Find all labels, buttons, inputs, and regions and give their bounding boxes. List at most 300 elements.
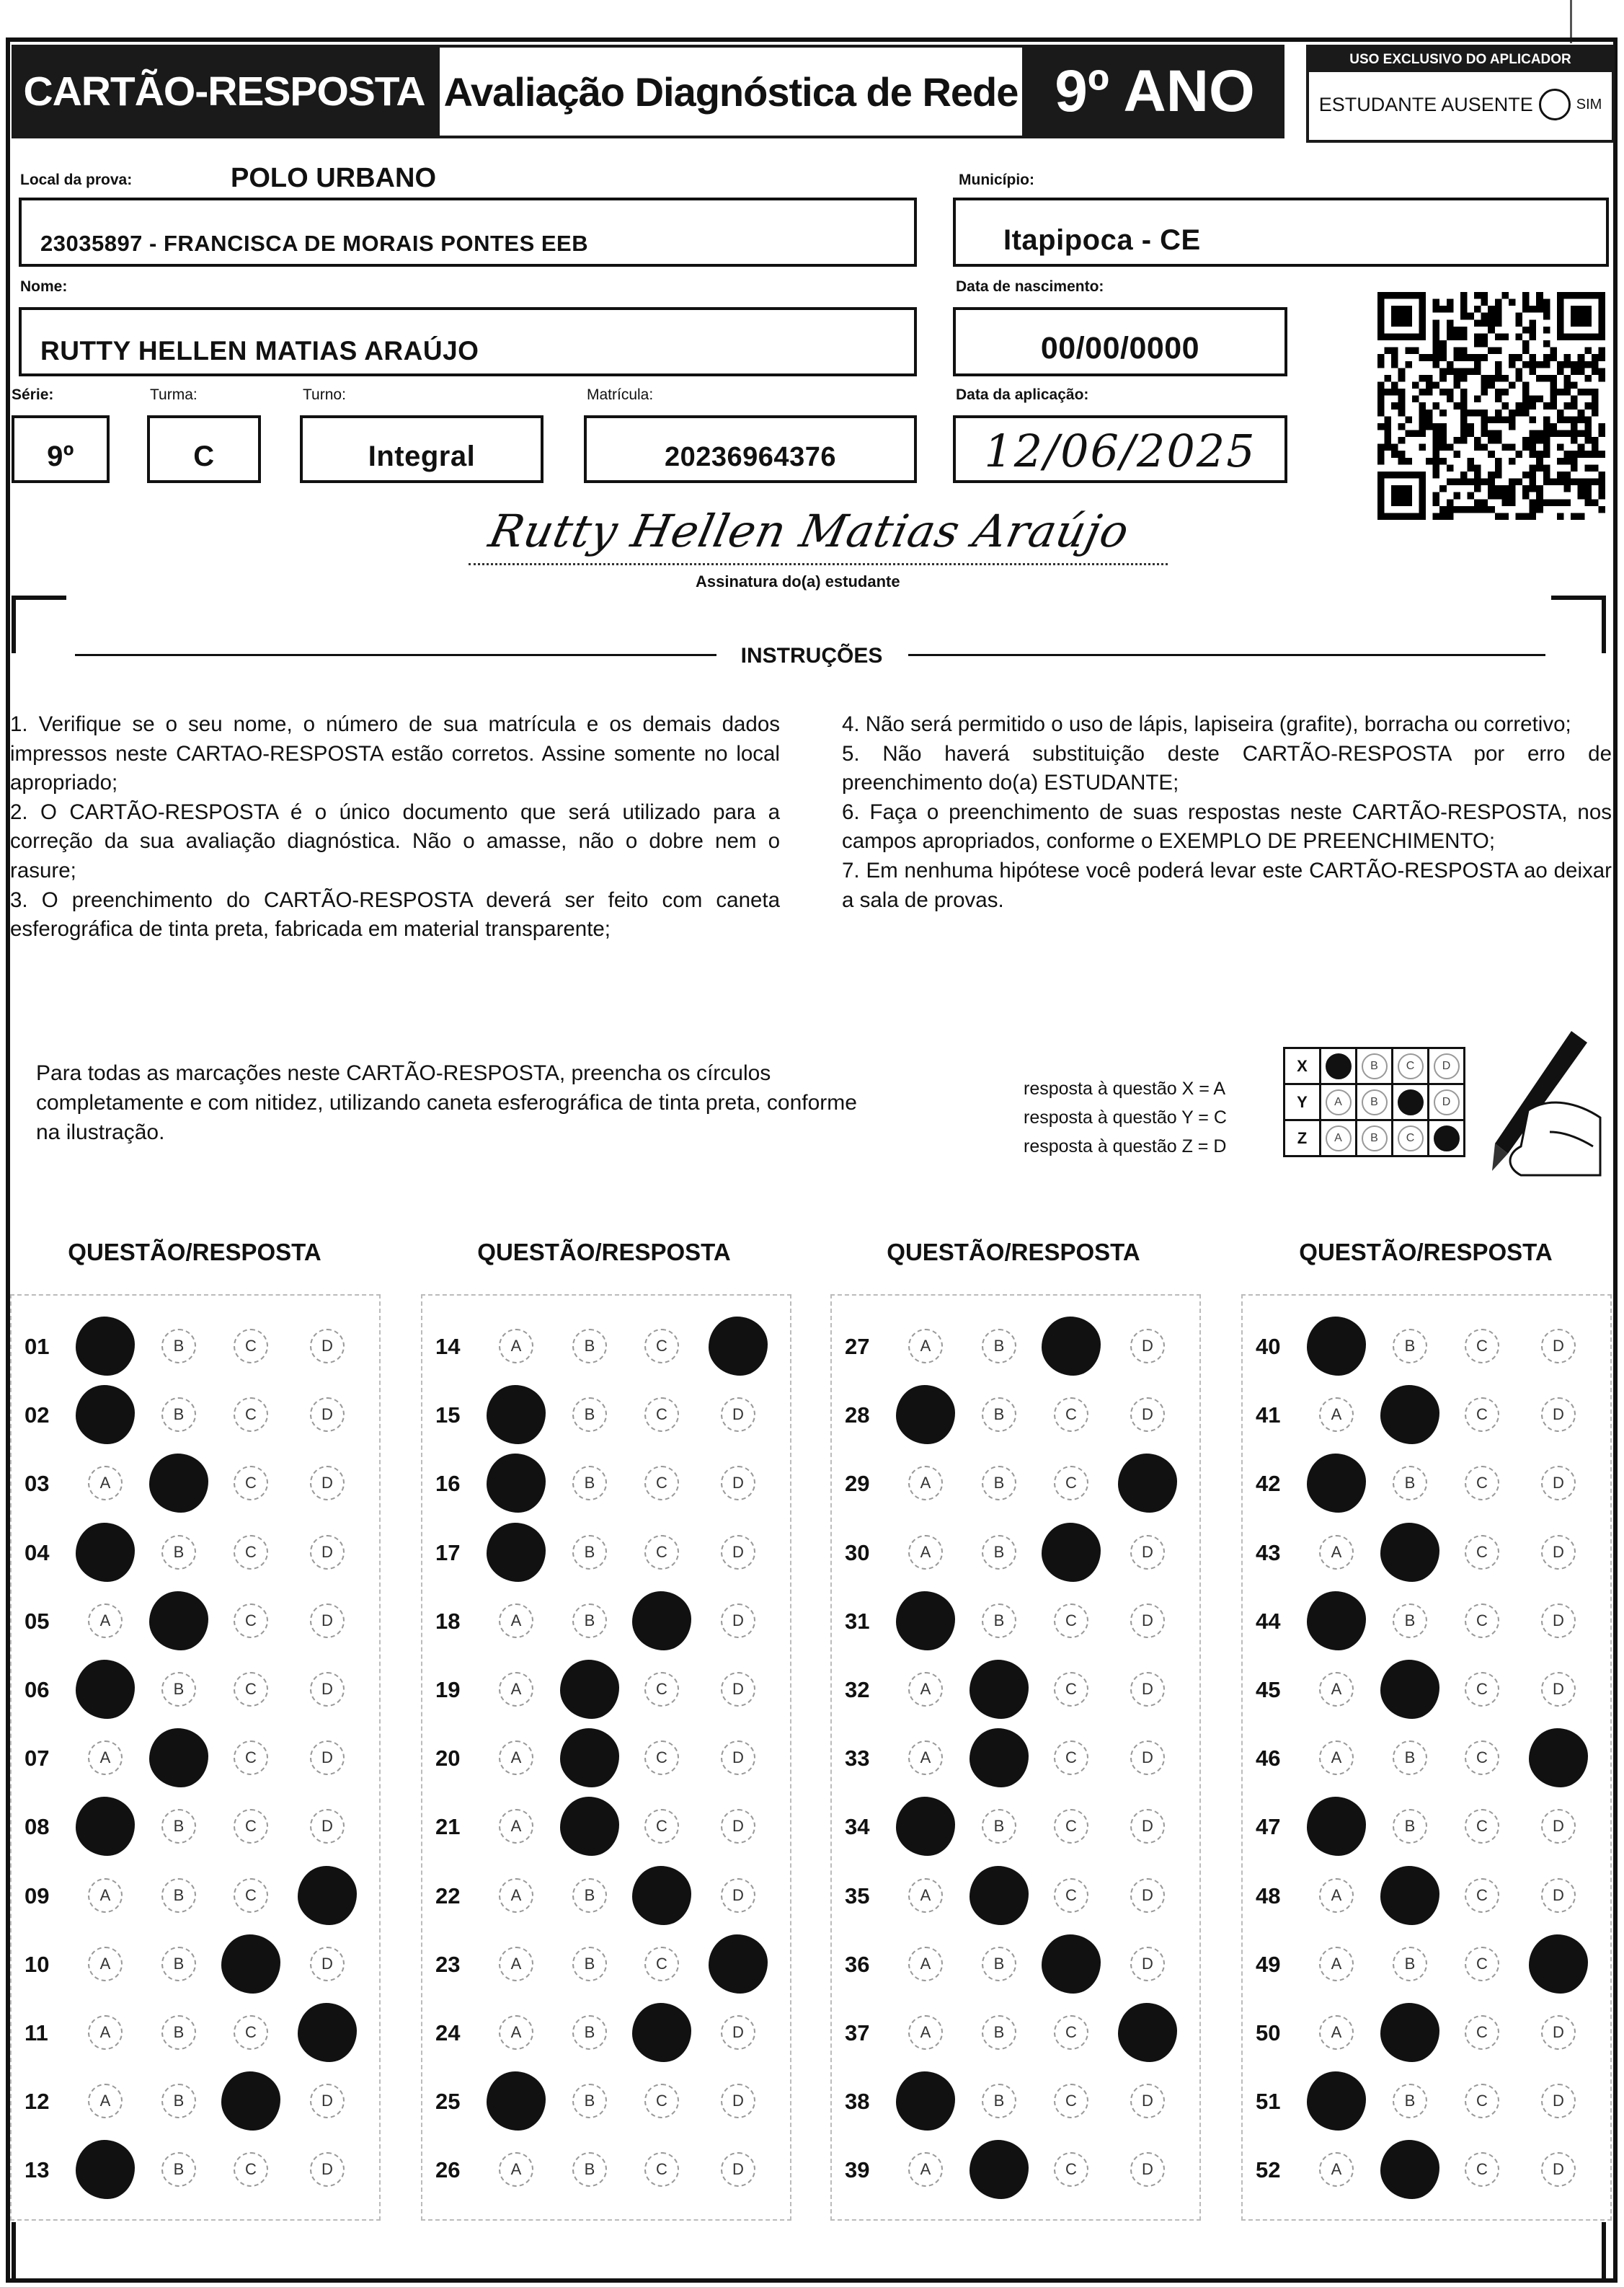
answer-bubble-filled[interactable] (298, 2003, 357, 2062)
answer-bubble[interactable]: C (234, 1878, 268, 1913)
answer-bubble[interactable]: B (1393, 1603, 1427, 1638)
answer-bubble[interactable]: D (1541, 1878, 1576, 1913)
answer-bubble[interactable]: D (310, 1672, 345, 1707)
answer-bubble-filled[interactable] (1529, 1934, 1588, 1994)
answer-bubble-filled[interactable] (1118, 1454, 1177, 1513)
answer-bubble[interactable]: D (1130, 1672, 1165, 1707)
answer-bubble-filled[interactable] (560, 1728, 619, 1787)
question-row (12, 2079, 382, 2123)
answer-bubble[interactable]: A (908, 1466, 943, 1500)
answer-bubble[interactable]: B (161, 1672, 196, 1707)
answer-bubble[interactable]: D (1130, 1740, 1165, 1775)
answer-bubble-filled[interactable] (1529, 1728, 1588, 1787)
matricula-field (584, 415, 917, 483)
aplicacao-value: 12/06/2025 (984, 425, 1256, 477)
answer-bubble-filled[interactable] (896, 2071, 955, 2131)
answer-bubble[interactable]: C (1465, 1947, 1499, 1981)
answer-bubble[interactable]: C (644, 2084, 679, 2118)
answer-bubble[interactable]: A (88, 1740, 123, 1775)
answer-bubble-filled[interactable] (76, 2140, 135, 2199)
answer-bubble[interactable]: C (1465, 1878, 1499, 1913)
question-row (422, 1942, 793, 1986)
answer-bubble[interactable]: C (644, 2152, 679, 2187)
nome-value: RUTTY HELLEN MATIAS ARAÚJO (40, 336, 479, 366)
answer-bubble[interactable]: C (234, 2152, 268, 2187)
answer-bubble[interactable]: D (1130, 2152, 1165, 2187)
answer-bubble[interactable]: C (1054, 1603, 1088, 1638)
answer-bubble-filled[interactable] (221, 2071, 280, 2131)
answer-bubble[interactable]: D (310, 2084, 345, 2118)
answer-bubble[interactable]: D (310, 1466, 345, 1500)
answer-bubble[interactable]: D (1130, 1329, 1165, 1363)
answer-bubble[interactable]: D (1541, 1535, 1576, 1570)
instruction-5: 5. Não haverá substituição deste CARTÃO-RESPOSTA por erro de preenchimento do(a) ESTUDANTE; (842, 741, 1612, 795)
absent-row (1309, 72, 1612, 137)
answer-bubble-filled[interactable] (1307, 1591, 1366, 1650)
answer-bubble[interactable]: B (982, 1947, 1016, 1981)
answer-bubble[interactable]: D (1541, 1466, 1576, 1500)
instruction-7: 7. Em nenhuma hipótese você poderá levar este CARTÃO-RESPOSTA ao deixar a sala de provas. (842, 858, 1612, 912)
answer-bubble-filled[interactable] (896, 1385, 955, 1444)
student-signature: Rutty Hellen Matias Araújo (484, 505, 1135, 557)
question-row (422, 1599, 793, 1642)
answer-bubble[interactable]: B (982, 1603, 1016, 1638)
answer-bubble-filled[interactable] (487, 2071, 546, 2131)
answer-bubble-filled[interactable] (1380, 1385, 1439, 1444)
answer-bubble-filled[interactable] (1307, 2071, 1366, 2131)
school-value: 23035897 - FRANCISCA DE MORAIS PONTES EEB (40, 231, 589, 256)
answer-bubble[interactable]: B (572, 1878, 607, 1913)
question-row (12, 1668, 382, 1711)
answer-bubble[interactable]: C (1465, 1466, 1499, 1500)
question-row (1243, 1805, 1613, 1848)
answer-bubble[interactable]: A (1319, 2152, 1354, 2187)
answer-bubble[interactable]: C (1054, 2084, 1088, 2118)
answer-bubble-filled[interactable] (632, 2003, 691, 2062)
answer-bubble-filled[interactable] (1380, 2003, 1439, 2062)
answer-bubble[interactable]: D (310, 1603, 345, 1638)
question-row (422, 1736, 793, 1779)
answer-bubble-filled[interactable] (969, 1866, 1029, 1925)
answer-bubble[interactable]: A (88, 2015, 123, 2050)
answer-bubble[interactable]: D (1541, 1809, 1576, 1844)
answer-bubble-filled[interactable] (1380, 1660, 1439, 1719)
answer-bubble-filled[interactable] (221, 1934, 280, 1994)
answer-bubble[interactable]: C (234, 1603, 268, 1638)
answer-bubble-filled[interactable] (1307, 1797, 1366, 1856)
answer-bubble[interactable]: C (1465, 2015, 1499, 2050)
example-bubble: C (1398, 1053, 1424, 1079)
question-row (832, 1531, 1202, 1574)
question-row (12, 1942, 382, 1986)
instructions-rule-right (908, 654, 1545, 656)
answer-bubble[interactable]: C (1465, 2084, 1499, 2118)
question-row (12, 1531, 382, 1574)
answer-bubble[interactable]: D (721, 1603, 755, 1638)
answer-bubble-filled[interactable] (76, 1317, 135, 1376)
answer-bubble[interactable]: C (644, 1535, 679, 1570)
instructions-right (842, 710, 1612, 915)
answer-bubble[interactable]: C (1054, 1466, 1088, 1500)
answer-bubble-filled[interactable] (969, 1660, 1029, 1719)
nome-label: Nome: (20, 278, 68, 295)
answer-bubble[interactable]: B (161, 1397, 196, 1432)
answer-bubble[interactable]: C (1054, 1809, 1088, 1844)
answer-column-3 (830, 1294, 1201, 2221)
answer-bubble[interactable]: C (644, 1672, 679, 1707)
answer-bubble-filled[interactable] (1118, 2003, 1177, 2062)
bracket-bottom-left (12, 2222, 40, 2283)
answer-bubble[interactable]: D (1130, 2084, 1165, 2118)
answer-bubble[interactable]: D (721, 1878, 755, 1913)
answer-bubble[interactable]: C (1054, 1397, 1088, 1432)
answer-bubble[interactable]: B (572, 1603, 607, 1638)
question-row (1243, 2011, 1613, 2054)
answer-bubble[interactable]: A (908, 1672, 943, 1707)
example-bubble: A (1326, 1089, 1352, 1115)
turno-value: Integral (368, 441, 476, 472)
instruction-6: 6. Faça o preenchimento de suas respostas neste CARTÃO-RESPOSTA, nos campos apropriados, conforme o EXEMPLO DE PREENCHIMENTO; (842, 800, 1612, 854)
example-cell (1393, 1048, 1429, 1084)
question-number: 02 (25, 1402, 50, 1428)
question-number: 47 (1256, 1814, 1281, 1840)
answer-bubble[interactable]: C (644, 1947, 679, 1981)
answer-bubble[interactable]: A (499, 1740, 533, 1775)
answer-bubble[interactable]: A (1319, 1535, 1354, 1570)
answer-bubble[interactable]: C (1465, 1535, 1499, 1570)
question-row (12, 1324, 382, 1368)
answer-bubble[interactable]: A (1319, 1672, 1354, 1707)
answer-bubble[interactable]: B (161, 1535, 196, 1570)
instruction-4: 4. Não será permitido o uso de lápis, lapiseira (grafite), borracha ou corretivo; (842, 712, 1571, 736)
answer-bubble[interactable]: B (572, 1466, 607, 1500)
answer-bubble[interactable]: B (982, 1535, 1016, 1570)
example-row (1284, 1084, 1465, 1120)
question-number: 04 (25, 1539, 50, 1565)
answer-bubble[interactable]: C (644, 1466, 679, 1500)
answer-bubble-filled[interactable] (709, 1934, 768, 1994)
answer-bubble[interactable]: D (1541, 1397, 1576, 1432)
answer-bubble[interactable]: B (161, 1878, 196, 1913)
question-number: 15 (435, 1402, 461, 1428)
qr-code (1377, 292, 1606, 520)
question-number: 06 (25, 1677, 50, 1702)
question-number: 38 (845, 2089, 870, 2115)
answer-bubble-filled[interactable] (969, 2140, 1029, 2199)
answer-bubble[interactable]: B (572, 2084, 607, 2118)
answer-bubble[interactable]: B (161, 1947, 196, 1981)
answer-bubble[interactable]: B (572, 2015, 607, 2050)
grade-badge: 9º ANO (1025, 45, 1284, 138)
answer-bubble[interactable]: C (644, 1809, 679, 1844)
answer-bubble[interactable]: C (1465, 1740, 1499, 1775)
instruction-2: 2. O CARTÃO-RESPOSTA é o único documento que será utilizado para a correção da sua avaliação diagnóstica. Não o amasse, não o dobre nem o rasure; (10, 800, 780, 882)
answer-bubble[interactable]: D (721, 1466, 755, 1500)
answer-bubble[interactable]: D (721, 2152, 755, 2187)
question-row (422, 1393, 793, 1436)
answer-bubble[interactable]: D (1130, 1535, 1165, 1570)
question-row (1243, 1942, 1613, 1986)
answer-bubble[interactable]: A (1319, 2015, 1354, 2050)
turno-field (300, 415, 543, 483)
question-row (832, 2148, 1202, 2191)
answer-bubble[interactable]: D (310, 1397, 345, 1432)
question-row (832, 1324, 1202, 1368)
answer-bubble[interactable]: D (721, 1535, 755, 1570)
answer-bubble[interactable]: D (310, 2152, 345, 2187)
answer-bubble[interactable]: A (499, 1329, 533, 1363)
question-number: 13 (25, 2157, 50, 2183)
answer-bubble[interactable]: B (572, 1397, 607, 1432)
municipio-value: Itapipoca - CE (1003, 224, 1201, 256)
answer-bubble[interactable]: A (908, 1878, 943, 1913)
answer-bubble[interactable]: C (1054, 1878, 1088, 1913)
answers-title-4: QUESTÃO/RESPOSTA (1299, 1239, 1553, 1265)
answer-bubble[interactable]: C (234, 1397, 268, 1432)
answer-bubble[interactable]: D (721, 1672, 755, 1707)
answer-bubble[interactable]: C (1465, 1672, 1499, 1707)
answer-bubble-filled[interactable] (487, 1385, 546, 1444)
question-row (12, 1393, 382, 1436)
answer-bubble-filled[interactable] (76, 1660, 135, 1719)
answer-bubble[interactable]: D (1541, 1329, 1576, 1363)
answer-bubble[interactable]: A (499, 2015, 533, 2050)
example-cell (1321, 1048, 1357, 1084)
answer-bubble[interactable]: C (234, 1466, 268, 1500)
answer-bubble-filled[interactable] (149, 1454, 208, 1513)
answer-bubble[interactable]: C (234, 1672, 268, 1707)
answer-bubble[interactable]: A (499, 1603, 533, 1638)
answer-bubble[interactable]: A (88, 1466, 123, 1500)
answer-bubble-filled[interactable] (560, 1660, 619, 1719)
signature-caption: Assinatura do(a) estudante (696, 572, 900, 590)
turno-label: Turno: (303, 386, 346, 403)
answer-bubble-filled[interactable] (487, 1523, 546, 1582)
answer-bubble[interactable]: A (499, 2152, 533, 2187)
answer-bubble[interactable]: B (161, 2084, 196, 2118)
example-cell (1429, 1048, 1465, 1084)
question-row (422, 2011, 793, 2054)
answer-bubble[interactable]: B (572, 2152, 607, 2187)
question-row (422, 1461, 793, 1505)
fill-note: Para todas as marcações neste CARTÃO-RESPOSTA, preencha os círculos completamente e com nitidez, utilizando caneta esferográfica de tinta preta, conforme na ilustração. (36, 1061, 857, 1144)
example-row (1284, 1048, 1465, 1084)
answer-bubble[interactable]: B (161, 2152, 196, 2187)
answer-bubble[interactable]: B (982, 1329, 1016, 1363)
applicator-box (1306, 45, 1615, 143)
answer-bubble[interactable]: D (1130, 1878, 1165, 1913)
answer-bubble[interactable]: B (572, 1329, 607, 1363)
answer-bubble[interactable]: D (1541, 2084, 1576, 2118)
question-number: 22 (435, 1883, 461, 1908)
answer-bubble[interactable]: A (1319, 1947, 1354, 1981)
answer-bubble-filled[interactable] (1380, 2140, 1439, 2199)
serie-label: Série: (12, 386, 54, 403)
question-number: 44 (1256, 1608, 1281, 1634)
answer-bubble[interactable]: A (88, 1603, 123, 1638)
answer-bubble[interactable]: B (1393, 2084, 1427, 2118)
answer-bubble[interactable]: B (161, 1329, 196, 1363)
nome-field (19, 307, 917, 376)
answer-bubble[interactable]: B (982, 1809, 1016, 1844)
answer-bubble[interactable]: C (1465, 1329, 1499, 1363)
answer-bubble[interactable]: B (982, 2084, 1016, 2118)
answer-bubble[interactable]: A (908, 1535, 943, 1570)
answer-bubble[interactable]: C (1465, 1809, 1499, 1844)
example-key: Z (1284, 1120, 1321, 1156)
answer-bubble[interactable]: C (1465, 1397, 1499, 1432)
answer-bubble[interactable]: B (1393, 1947, 1427, 1981)
question-number: 14 (435, 1334, 461, 1359)
example-cell (1357, 1120, 1393, 1156)
answer-bubble[interactable]: B (1393, 1329, 1427, 1363)
answer-bubble[interactable]: D (721, 1809, 755, 1844)
question-row (422, 1324, 793, 1368)
answer-bubble[interactable]: A (1319, 1740, 1354, 1775)
answer-bubble[interactable]: C (1054, 2015, 1088, 2050)
question-number: 16 (435, 1471, 461, 1497)
answer-bubble[interactable]: D (1541, 2015, 1576, 2050)
answer-bubble[interactable]: A (88, 1947, 123, 1981)
answer-bubble[interactable]: B (572, 1947, 607, 1981)
example-bubble-filled (1434, 1125, 1460, 1151)
question-number: 41 (1256, 1402, 1281, 1428)
answer-bubble-filled[interactable] (149, 1591, 208, 1650)
question-number: 30 (845, 1539, 870, 1565)
answer-bubble-filled[interactable] (76, 1797, 135, 1856)
answer-bubble[interactable]: D (1541, 1672, 1576, 1707)
answer-bubble-filled[interactable] (632, 1866, 691, 1925)
answer-bubble[interactable]: D (721, 1397, 755, 1432)
answer-bubble[interactable]: A (1319, 1397, 1354, 1432)
answer-bubble[interactable]: B (161, 1809, 196, 1844)
answer-bubble[interactable]: A (88, 1878, 123, 1913)
question-row (1243, 1324, 1613, 1368)
answer-bubble-filled[interactable] (896, 1797, 955, 1856)
answer-bubble-filled[interactable] (76, 1523, 135, 1582)
question-row (12, 1805, 382, 1848)
question-number: 52 (1256, 2157, 1281, 2183)
answer-bubble[interactable]: B (982, 2015, 1016, 2050)
answer-bubble[interactable]: C (1054, 2152, 1088, 2187)
example-key: Y (1284, 1084, 1321, 1120)
answer-bubble[interactable]: A (499, 1878, 533, 1913)
answer-bubble[interactable]: B (982, 1466, 1016, 1500)
answer-bubble[interactable]: D (310, 1740, 345, 1775)
answer-bubble[interactable]: C (644, 1397, 679, 1432)
answer-bubble[interactable]: D (721, 1740, 755, 1775)
local-label: Local da prova: (20, 172, 133, 188)
instructions-left (10, 710, 780, 945)
answer-bubble[interactable]: C (1465, 2152, 1499, 2187)
answer-bubble[interactable]: B (161, 2015, 196, 2050)
answer-bubble-filled[interactable] (1042, 1523, 1101, 1582)
answer-bubble[interactable]: A (1319, 1878, 1354, 1913)
absent-bubble[interactable] (1539, 89, 1571, 120)
answer-bubble[interactable]: A (908, 1740, 943, 1775)
answer-bubble[interactable]: C (234, 1809, 268, 1844)
answer-bubble[interactable]: C (644, 1329, 679, 1363)
answer-bubble[interactable]: D (1541, 2152, 1576, 2187)
answer-bubble[interactable]: A (499, 1672, 533, 1707)
answer-bubble[interactable]: D (1130, 1603, 1165, 1638)
question-row (832, 1599, 1202, 1642)
answer-bubble-filled[interactable] (632, 1591, 691, 1650)
answer-bubble[interactable]: C (234, 1535, 268, 1570)
question-row (12, 2011, 382, 2054)
answer-bubble-filled[interactable] (298, 1866, 357, 1925)
bracket-right (1551, 596, 1606, 653)
answer-bubble-filled[interactable] (560, 1797, 619, 1856)
answer-bubble[interactable]: C (234, 1329, 268, 1363)
answer-bubble-filled[interactable] (896, 1591, 955, 1650)
question-number: 37 (845, 2020, 870, 2045)
answer-bubble-filled[interactable] (76, 1385, 135, 1444)
answer-bubble[interactable]: D (310, 1809, 345, 1844)
question-number: 03 (25, 1471, 50, 1497)
answer-bubble[interactable]: A (499, 1947, 533, 1981)
question-number: 43 (1256, 1539, 1281, 1565)
answer-bubble[interactable]: B (572, 1535, 607, 1570)
answer-bubble[interactable]: C (1465, 1603, 1499, 1638)
answer-bubble[interactable]: D (1541, 1603, 1576, 1638)
answer-bubble-filled[interactable] (709, 1317, 768, 1376)
question-number: 49 (1256, 1951, 1281, 1977)
answer-bubble[interactable]: D (721, 2084, 755, 2118)
answer-bubble[interactable]: D (310, 1535, 345, 1570)
answer-bubble[interactable]: A (908, 2015, 943, 2050)
answer-bubble[interactable]: D (721, 2015, 755, 2050)
answer-bubble[interactable]: B (982, 1397, 1016, 1432)
answer-bubble[interactable]: D (1130, 1947, 1165, 1981)
question-number: 24 (435, 2020, 461, 2045)
answer-bubble[interactable]: D (1130, 1397, 1165, 1432)
answer-bubble[interactable]: C (644, 1740, 679, 1775)
answer-bubble[interactable]: D (310, 1947, 345, 1981)
answer-bubble-filled[interactable] (1042, 1317, 1101, 1376)
answer-bubble-filled[interactable] (1307, 1317, 1366, 1376)
question-row (422, 1805, 793, 1848)
bracket-bottom-right (1577, 2222, 1606, 2283)
answer-bubble[interactable]: A (499, 1809, 533, 1844)
answer-bubble-filled[interactable] (969, 1728, 1029, 1787)
answer-bubble-filled[interactable] (1380, 1523, 1439, 1582)
answer-bubble[interactable]: B (1393, 1740, 1427, 1775)
answer-bubble[interactable]: A (908, 2152, 943, 2187)
answer-bubble[interactable]: D (1130, 1809, 1165, 1844)
answer-bubble[interactable]: C (234, 2015, 268, 2050)
example-row (1284, 1120, 1465, 1156)
answer-bubble[interactable]: C (234, 1740, 268, 1775)
question-number: 51 (1256, 2089, 1281, 2115)
answer-bubble[interactable]: A (908, 1329, 943, 1363)
answer-bubble-filled[interactable] (1042, 1934, 1101, 1994)
answer-bubble[interactable]: B (1393, 1809, 1427, 1844)
question-number: 18 (435, 1608, 461, 1634)
answer-bubble[interactable]: B (1393, 1466, 1427, 1500)
answer-bubble-filled[interactable] (487, 1454, 546, 1513)
answer-bubble-filled[interactable] (1380, 1866, 1439, 1925)
answer-bubble[interactable]: C (1054, 1740, 1088, 1775)
answer-bubble[interactable]: A (88, 2084, 123, 2118)
serie-field (12, 415, 110, 483)
answer-bubble[interactable]: D (310, 1329, 345, 1363)
answer-bubble-filled[interactable] (149, 1728, 208, 1787)
answer-bubble-filled[interactable] (1307, 1454, 1366, 1513)
answer-bubble[interactable]: A (908, 1947, 943, 1981)
card-title: CARTÃO-RESPOSTA (12, 45, 437, 138)
answer-bubble[interactable]: C (1054, 1672, 1088, 1707)
